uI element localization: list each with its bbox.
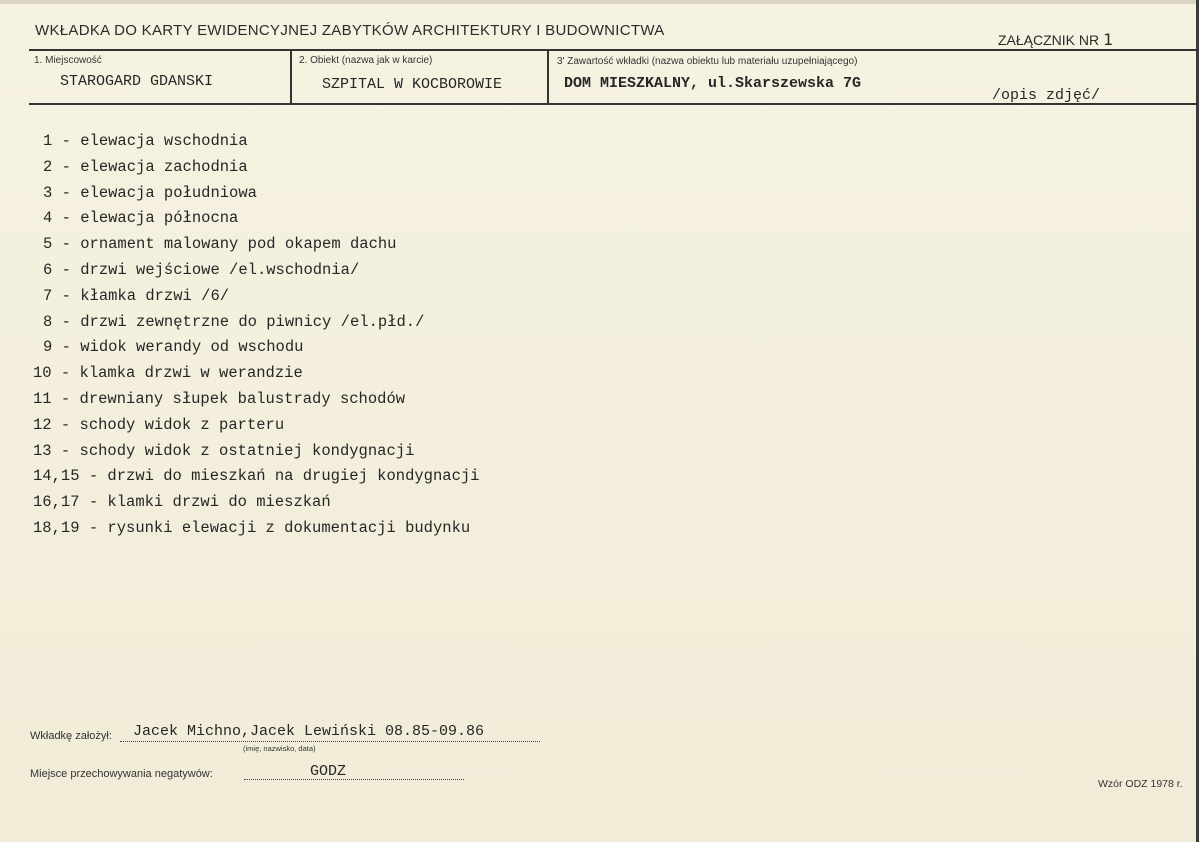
list-item-number: 4 [43,209,53,228]
founded-sublabel: (imię, nazwisko, data) [243,744,316,753]
form-code: Wzór ODZ 1978 r. [1098,778,1183,790]
list-item-text: elewacja północna [80,209,239,228]
list-item-text: klamki drzwi do mieszkań [107,493,331,512]
list-item-dash: - [51,415,80,434]
list-item [33,493,479,519]
list-item-text: klamka drzwi w werandzie [79,364,303,383]
list-item [33,184,479,210]
attachment-label [998,30,1113,49]
top-edge [0,0,1199,4]
list-item-text: schody widok z ostatniej kondygnacji [79,441,415,460]
header-rule-top [29,49,1199,51]
list-item-dash: - [52,183,81,202]
founded-line [120,741,540,742]
attachment-label-text: ZAŁĄCZNIK NR [998,32,1100,48]
list-item-dash: - [52,157,81,176]
list-item [33,287,479,313]
list-item-dash: - [52,312,81,331]
column-divider-2 [547,50,549,103]
column-divider-1 [290,50,292,103]
list-item-dash: - [52,132,81,150]
list-item-dash: - [52,260,81,279]
locality-label: 1. Miejscowość [34,55,102,66]
founded-label: Wkładkę założył: [30,730,112,742]
list-item [33,132,479,158]
list-item [33,261,479,287]
list-item-text: elewacja południowa [80,183,257,202]
list-item [33,442,479,468]
list-item-text: elewacja zachodnia [80,157,248,176]
content-label: 3' Zawartość wkładki (nazwa obiektu lub materiału uzupełniającego) [557,56,858,67]
list-item-number: 1 [43,132,53,150]
list-item-number: 5 [43,235,53,254]
list-item-text: drzwi do mieszkań na drugiej kondygnacji [107,467,480,486]
list-item [33,313,479,339]
list-item [33,519,479,545]
photo-description-list [33,132,479,545]
list-item [33,467,479,493]
list-item-dash: - [79,518,108,537]
list-item-text: kłamka drzwi /6/ [80,286,230,305]
content-note: /opis zdjęć/ [992,87,1101,104]
list-item-text: drewniany słupek balustrady schodów [79,389,406,408]
list-item-number: 7 [43,286,53,305]
list-item [33,390,479,416]
list-item-text: schody widok z parteru [79,415,285,434]
list-item-text: ornament malowany pod okapem dachu [80,235,397,254]
list-item-number: 10 [33,364,52,383]
list-item-number: 9 [43,338,53,357]
object-label: 2. Obiekt (nazwa jak w karcie) [299,55,433,66]
object-value: SZPITAL W KOCBOROWIE [322,76,503,93]
list-item [33,158,479,184]
list-item-number: 12 [33,415,52,434]
list-item-number: 3 [43,183,53,202]
list-item-number: 13 [33,441,52,460]
list-item-number: 8 [43,312,53,331]
list-item-number: 6 [43,260,53,279]
list-item-dash: - [79,493,108,512]
list-item-number: 18,19 [33,518,80,537]
list-item [33,416,479,442]
list-item-text: drzwi wejściowe /el.wschodnia/ [80,260,360,279]
list-item-dash: - [52,209,81,228]
list-item [33,235,479,261]
attachment-number: 1 [1103,30,1113,49]
list-item-dash: - [51,364,80,383]
list-item [33,338,479,364]
founded-value: Jacek Michno,Jacek Lewiński 08.85-09.86 [133,723,485,740]
list-item-text: elewacja wschodnia [80,132,248,150]
list-item-dash: - [79,467,108,486]
list-item-number: 16,17 [33,493,80,512]
list-item-dash: - [51,441,80,460]
locality-value: STAROGARD GDANSKI [60,73,214,90]
list-item-dash: - [52,235,81,254]
list-item [33,364,479,390]
list-item [33,209,479,235]
storage-value: GODZ [310,763,347,780]
list-item-text: rysunki elewacji z dokumentacji budynku [107,518,471,537]
list-item-dash: - [52,286,81,305]
list-item-text: widok werandy od wschodu [80,338,304,357]
list-item-number: 2 [43,157,53,176]
list-item-number: 14,15 [33,467,80,486]
list-item-number: 11 [33,389,52,408]
storage-line [244,779,464,780]
content-value: DOM MIESZKALNY, ul.Skarszewska 7G [564,75,862,92]
list-item-text: drzwi zewnętrzne do piwnicy /el.płd./ [80,312,425,331]
list-item-dash: - [51,389,80,408]
storage-label: Miejsce przechowywania negatywów: [30,768,213,780]
form-title: WKŁADKA DO KARTY EWIDENCYJNEJ ZABYTKÓW ARCHITEKTURY I BUDOWNICTWA [35,22,665,39]
list-item-dash: - [52,338,81,357]
